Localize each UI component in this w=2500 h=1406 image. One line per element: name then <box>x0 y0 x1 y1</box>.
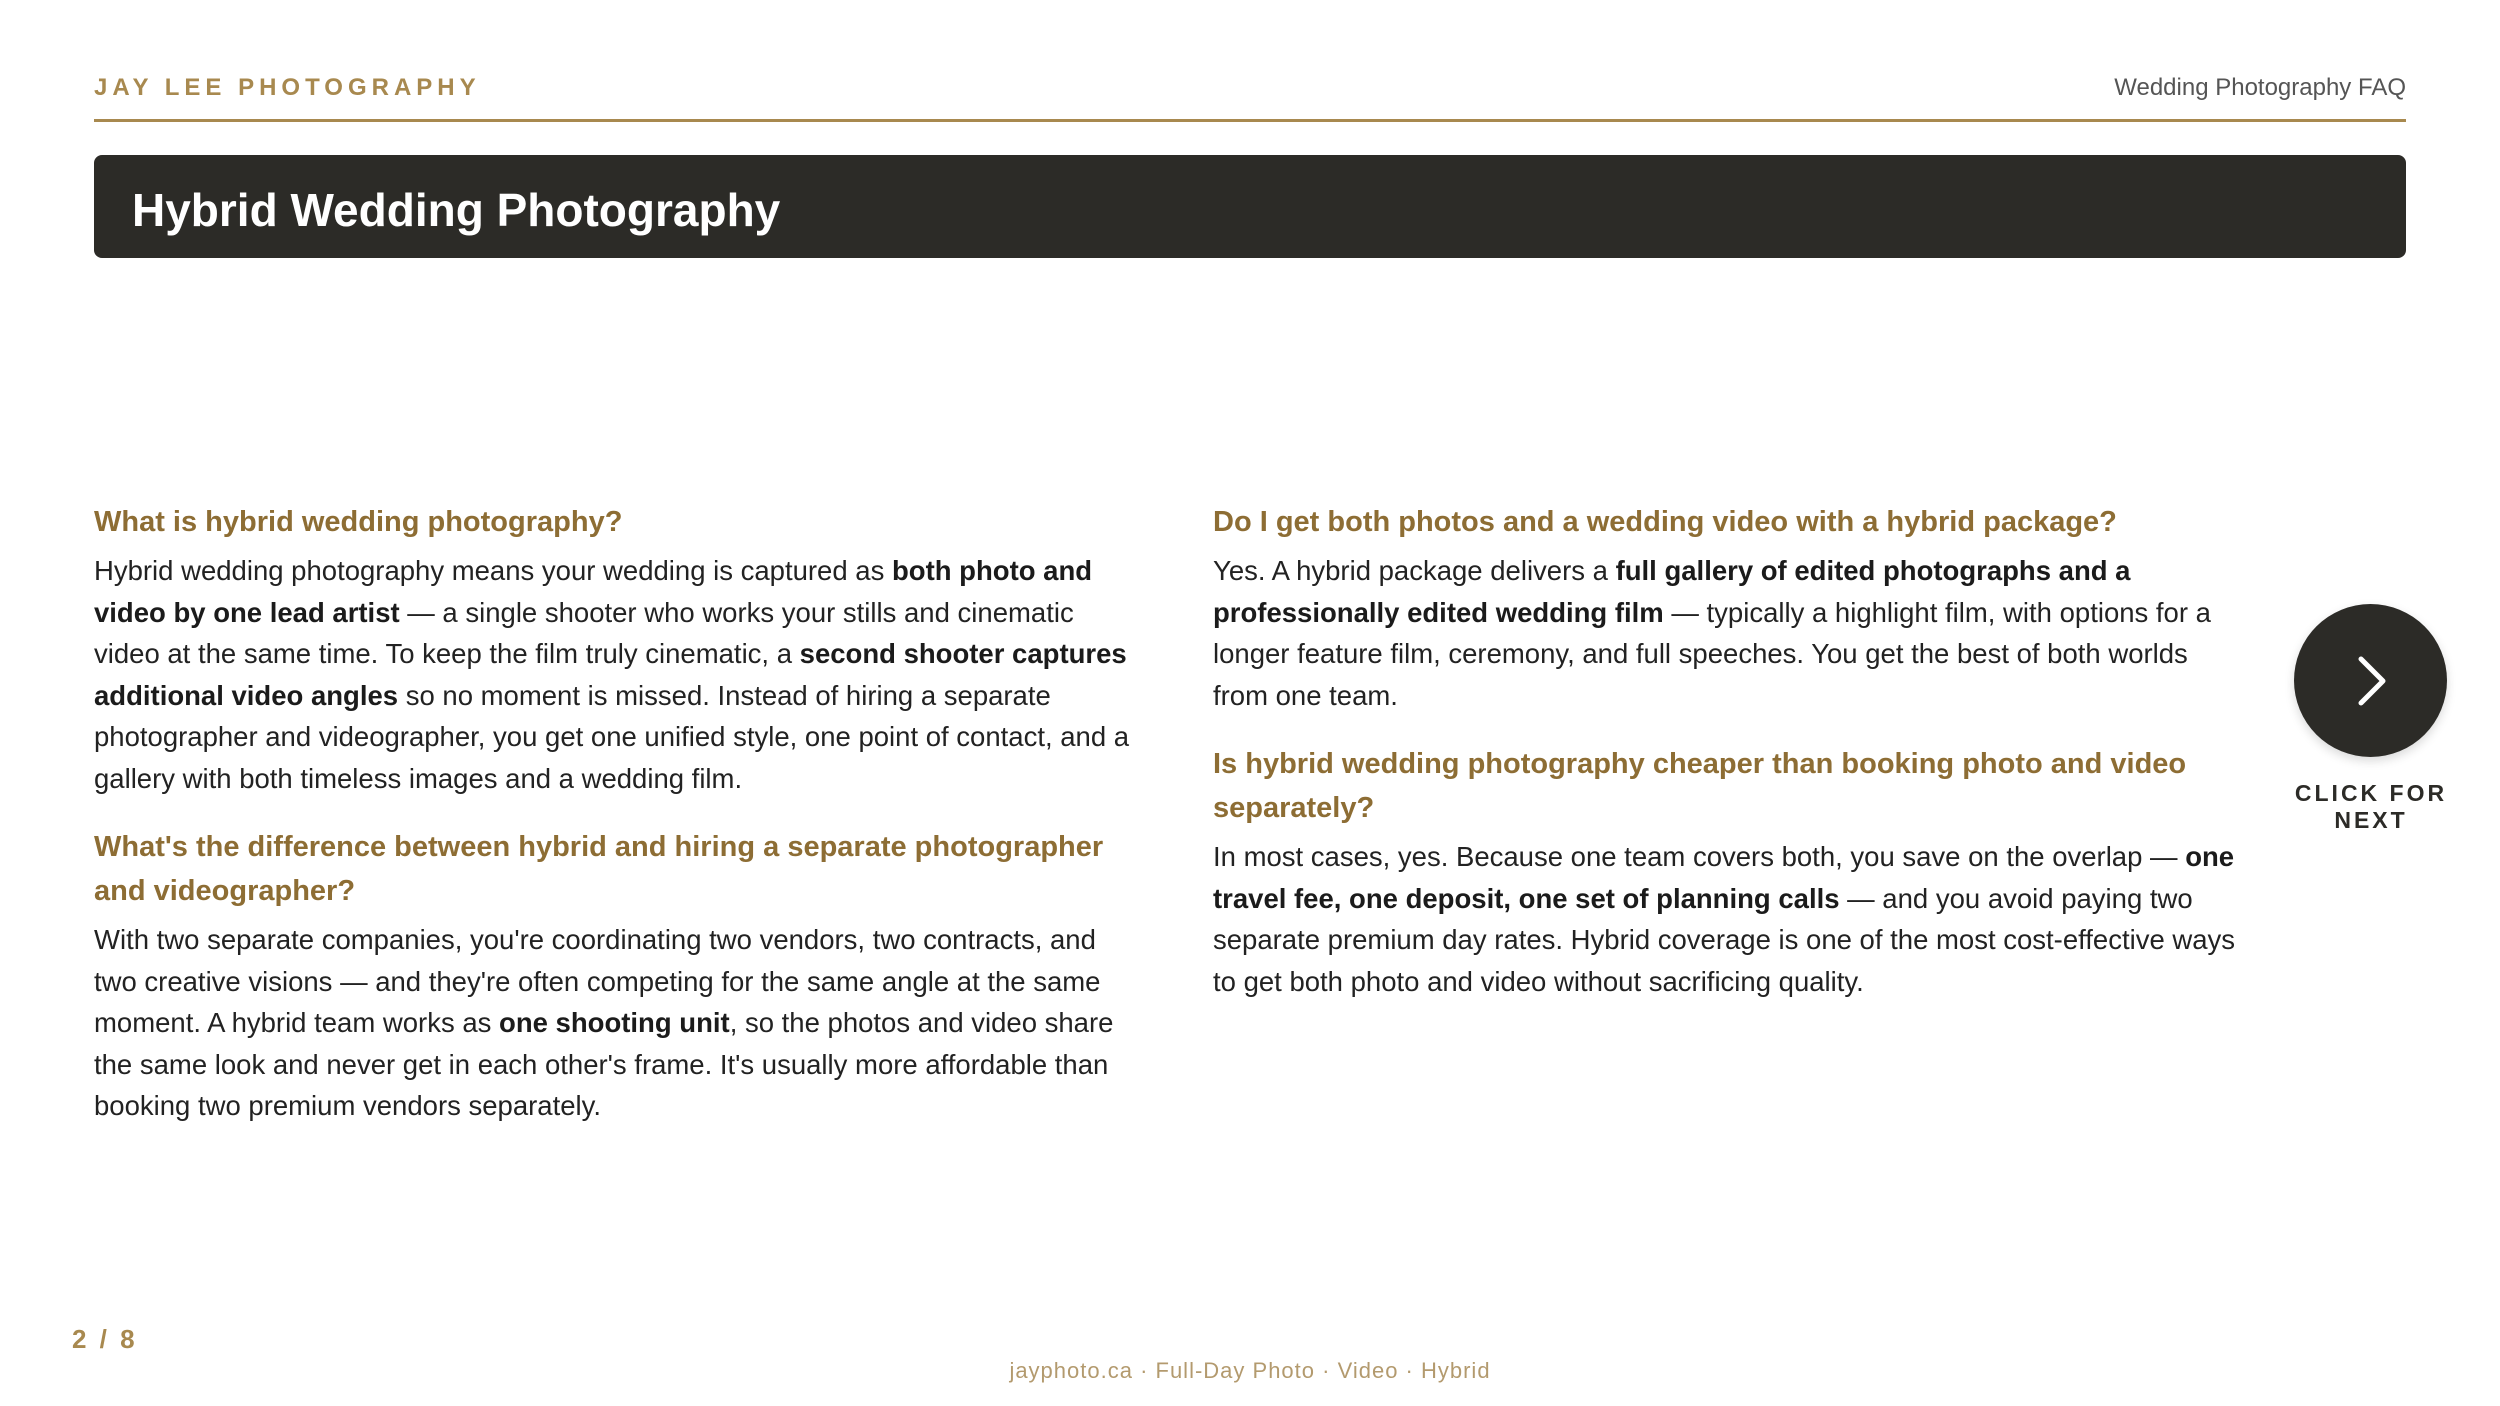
faq-answer <box>1213 836 2248 1002</box>
faq-answer <box>1213 550 2248 716</box>
header-divider <box>94 119 2406 122</box>
answer-text: Yes. A hybrid package delivers a <box>1213 555 1616 586</box>
brand-name: JAY LEE PHOTOGRAPHY <box>94 74 481 101</box>
answer-text: — typically a highlight film, with options for a longer feature film, ceremony, and full speeches. You get the best of both worlds from one team. <box>1213 596 2211 711</box>
page-indicator: 2 / 8 <box>72 1324 138 1354</box>
faq-answer <box>94 550 1134 799</box>
faq-column-right <box>1213 500 2248 1028</box>
faq-question: What is hybrid wedding photography? <box>94 506 623 538</box>
answer-text: , so the photos and video share the same look and never get in each other's frame. It's usually more affordable than booking two premium vendors separately. <box>94 1007 1114 1121</box>
answer-text: In most cases, yes. Because one team covers both, you save on the overlap — <box>1213 841 2186 872</box>
faq-question: Is hybrid wedding photography cheaper than booking photo and video separately? <box>1213 748 2187 824</box>
answer-emphasis: one travel fee, one deposit, one set of planning calls <box>1213 841 2235 914</box>
section-label: Wedding Photography FAQ <box>2114 74 2406 101</box>
answer-text: Hybrid wedding photography means your wedding is captured as <box>94 555 892 586</box>
faq-column-left <box>94 500 1134 1153</box>
faq-question: What's the difference between hybrid and hiring a separate photographer and videographer? <box>94 831 1104 907</box>
title-bar <box>94 155 2406 258</box>
next-slide-label[interactable]: CLICK FOR NEXT <box>2294 780 2448 833</box>
faq-answer <box>94 919 1134 1127</box>
answer-emphasis: full gallery of edited photographs and a professionally edited wedding film <box>1213 555 2131 628</box>
answer-text: so no moment is missed. Instead of hiring a separate photographer and videographer, you get one unified style, one point of contact, and a gallery with both timeless images and a wedding film. <box>94 679 1130 794</box>
answer-emphasis: both photo and video by one lead artist <box>94 555 1093 628</box>
answer-emphasis: one shooting unit <box>499 1007 730 1038</box>
footer-text: jayphoto.ca · Full-Day Photo · Video · Hybrid <box>1009 1358 1491 1383</box>
answer-emphasis: second shooter captures additional video angles <box>94 638 1127 711</box>
faq-question: Do I get both photos and a wedding video with a hybrid package? <box>1213 506 2117 538</box>
chevron-right-icon <box>2347 651 2395 711</box>
answer-text: — and you avoid paying two separate premium day rates. Hybrid coverage is one of the most cost-effective ways to get both photo and video without sacrificing quality. <box>1213 882 2236 997</box>
next-slide-button[interactable] <box>2294 604 2447 757</box>
page-title: Hybrid Wedding Photography <box>132 184 781 236</box>
answer-text: — a single shooter who works your stills and cinematic video at the same time. To keep the film truly cinematic, a <box>94 596 1074 669</box>
answer-text: With two separate companies, you're coordinating two vendors, two contracts, and two creative visions — and they're often competing for the same angle at the same moment. A hybrid team works as <box>94 924 1101 1038</box>
